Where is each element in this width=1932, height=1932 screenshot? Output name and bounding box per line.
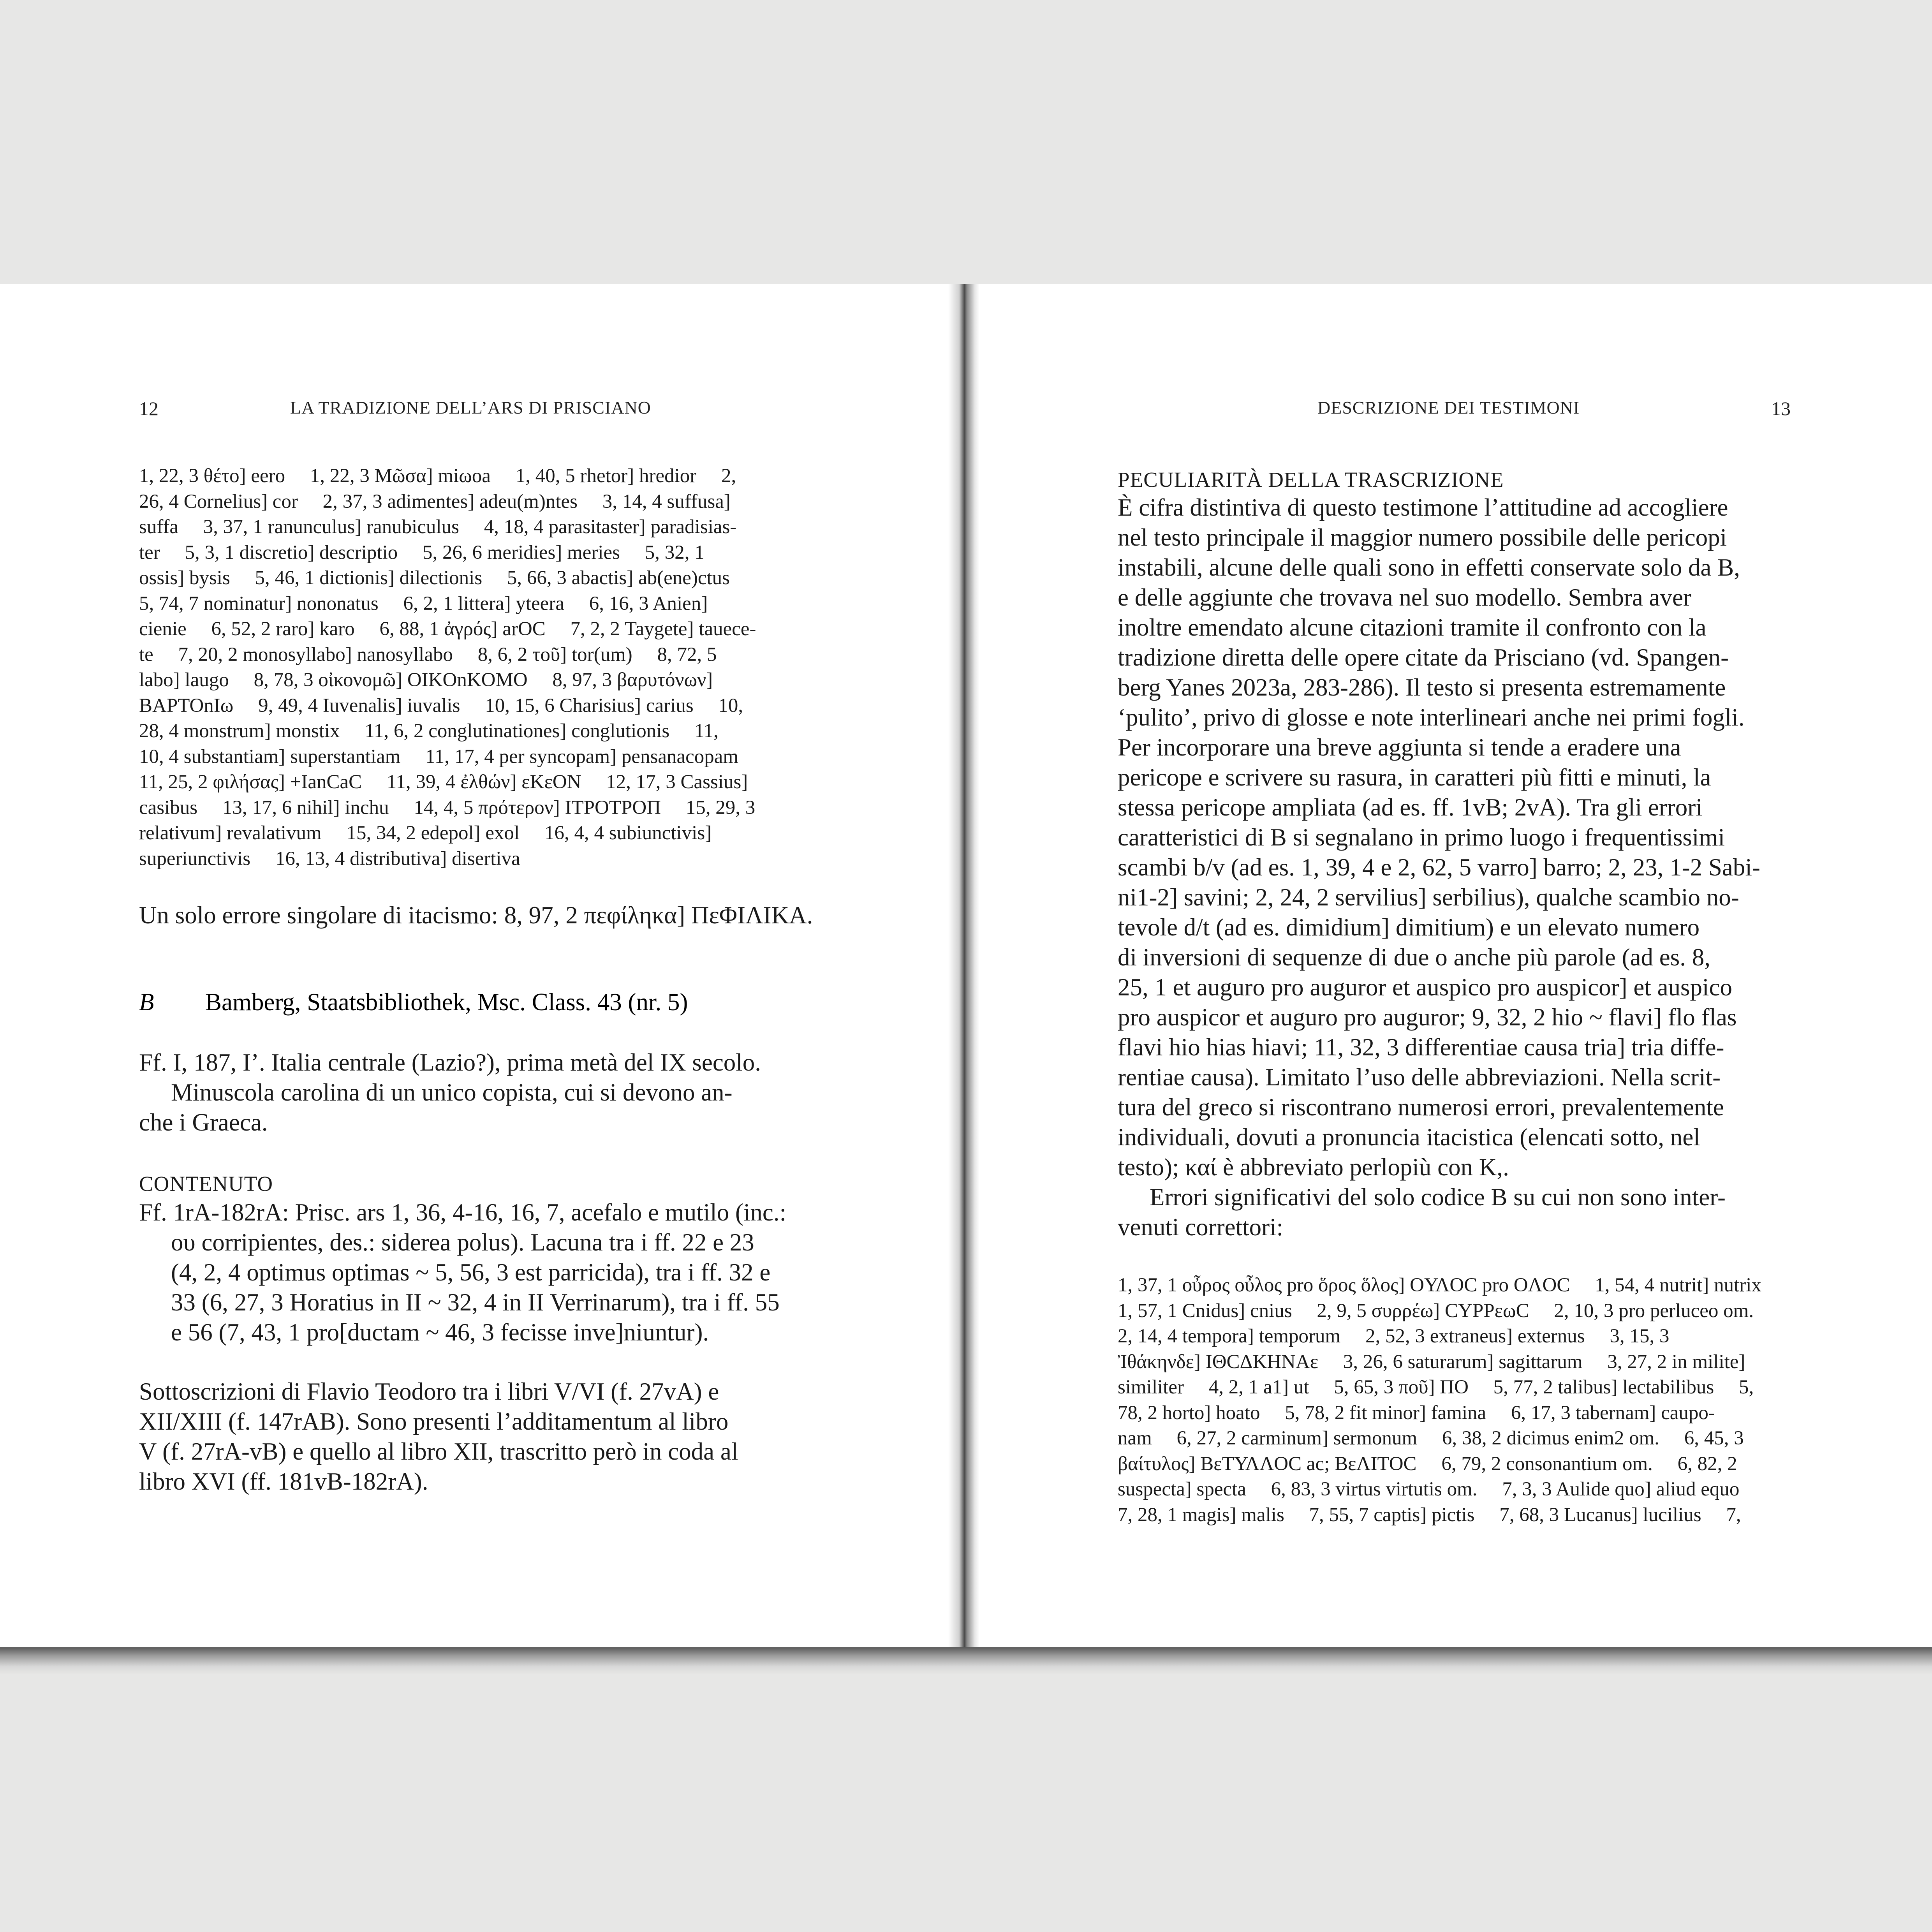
apparatus-line: te 7, 20, 2 monosyllabo] nanosyllabo 8, 6, 2 τοῦ] tor(um) 8, 72, 5 <box>139 643 717 666</box>
body-line: e delle aggiunte che trovava nel suo modello. Sembra aver <box>1118 584 1691 611</box>
apparatus-line: superiunctivis 16, 13, 4 distributiva] disertiva <box>139 847 520 870</box>
manuscript-shelfmark: Bamberg, Staatsbibliothek, Msc. Class. 43 (nr. 5) <box>205 988 688 1016</box>
body-line: instabili, alcune delle quali sono in effetti conservate solo da B, <box>1118 554 1740 581</box>
apparatus-line: 10, 4 substantiam] superstantiam 11, 17, 4 per syncopam] pensanacopam <box>139 745 739 768</box>
sottoscrizioni-line: Sottoscrizioni di Flavio Teodoro tra i libri V/VI (f. 27vA) e <box>139 1378 719 1405</box>
apparatus-line: 5, 74, 7 nominatur] nononatus 6, 2, 1 littera] yteera 6, 16, 3 Anien] <box>139 592 708 615</box>
contenuto-line: Ff. 1rA-182rA: Prisc. ars 1, 36, 4-16, 16, 7, acefalo e mutilo (inc.: <box>139 1199 787 1226</box>
left-folio: 12 <box>139 398 159 419</box>
body-line: ‘pulito’, privo di glosse e note interlineari anche nei primi fogli. <box>1118 704 1745 731</box>
contenuto-line: 33 (6, 27, 3 Horatius in II ~ 32, 4 in II Verrinarum), tra i ff. 55 <box>171 1289 780 1316</box>
apparatus-line: 11, 25, 2 φιλήσας] +IanCaC 11, 39, 4 ἐλθών] εKεON 12, 17, 3 Cassius] <box>139 771 748 793</box>
errori-line: venuti correttori: <box>1118 1213 1284 1241</box>
left-apparatus <box>139 463 815 872</box>
apparatus-line: ossis] bysis 5, 46, 1 dictionis] dilectionis 5, 66, 3 abactis] ab(ene)ctus <box>139 567 730 589</box>
apparatus-line: 7, 28, 1 magis] malis 7, 55, 7 captis] pictis 7, 68, 3 Lucanus] lucilius 7, <box>1118 1504 1741 1526</box>
body-line: tevole d/t (ad es. dimidium] dimitium) e un elevato numero <box>1118 914 1700 941</box>
apparatus-line: BAPTOnIω 9, 49, 4 Iuvenalis] iuvalis 10, 15, 6 Charisius] carius 10, <box>139 694 743 717</box>
body-line: berg Yanes 2023a, 283-286). Il testo si presenta estremamente <box>1118 674 1726 701</box>
apparatus-line: relativum] revalativum 15, 34, 2 edepol] exol 16, 4, 4 subiunctivis] <box>139 822 712 844</box>
manuscript-description <box>139 1048 815 1138</box>
apparatus-line: 2, 14, 4 tempora] temporum 2, 52, 3 extraneus] externus 3, 15, 3 <box>1118 1325 1670 1347</box>
manuscript-siglum: B <box>139 988 154 1016</box>
left-running-head: LA TRADIZIONE DELL’ARS DI PRISCIANO <box>290 398 651 417</box>
description-line: Minuscola carolina di un unico copista, cui si devono an- <box>171 1079 733 1106</box>
apparatus-line: nam 6, 27, 2 carminum] sermonum 6, 38, 2 dicimus enim2 om. 6, 45, 3 <box>1118 1427 1744 1449</box>
apparatus-line: Ἰθάκηνδε] IΘCΔKHNAε 3, 26, 6 saturarum] sagittarum 3, 27, 2 in milite] <box>1118 1351 1745 1373</box>
contenuto-line: e 56 (7, 43, 1 pro[ductam ~ 46, 3 fecisse inve]niuntur). <box>171 1319 709 1346</box>
itacism-note: Un solo errore singolare di itacismo: 8, 97, 2 πεφίληκα] ΠεΦΙΛΙΚΑ. <box>139 902 813 929</box>
apparatus-line: 1, 37, 1 οὖρος οὖλος pro ὅρος ὅλος] OΥΛOC pro OΛOC 1, 54, 4 nutrit] nutrix <box>1118 1274 1761 1296</box>
body-line: pro auspicor et auguro pro auguror; 9, 32, 2 hio ~ flavi] flo flas <box>1118 1004 1737 1031</box>
contenuto-text <box>139 1198 815 1347</box>
sottoscrizioni-line: libro XVI (ff. 181vB-182rA). <box>139 1468 428 1495</box>
body-line: stessa pericope ampliata (ad es. ff. 1vB; 2vA). Tra gli errori <box>1118 794 1703 821</box>
body-line: È cifra distintiva di questo testimone l’attitudine ad accogliere <box>1118 494 1728 521</box>
right-folio: 13 <box>1771 398 1791 419</box>
apparatus-line: 1, 57, 1 Cnidus] cnius 2, 9, 5 συρρέω] CΥPPεωC 2, 10, 3 pro perluceo om. <box>1118 1300 1754 1322</box>
book-gutter <box>948 284 979 1647</box>
apparatus-line: cienie 6, 52, 2 raro] karo 6, 88, 1 ἀγρός] arOC 7, 2, 2 Taygete] tauece- <box>139 618 756 640</box>
body-line: 25, 1 et auguro pro auguror et auspico pro auspicor] et auspico <box>1118 974 1733 1001</box>
body-line: di inversioni di sequenze di due o anche più parole (ad es. 8, <box>1118 944 1711 971</box>
body-line: testo); καί è abbreviato perlopiù con K,. <box>1118 1154 1509 1181</box>
contenuto-line: (4, 2, 4 optimus optimas ~ 5, 56, 3 est parricida), tra i ff. 32 e <box>171 1259 771 1286</box>
body-line: tradizione diretta delle opere citate da Prisciano (vd. Spangen- <box>1118 644 1729 671</box>
right-running-head: DESCRIZIONE DEI TESTIMONI <box>1317 398 1580 417</box>
body-line: flavi hio hias hiavi; 11, 32, 3 differentiae causa tria] tria diffe- <box>1118 1034 1724 1061</box>
contenuto-line: ου corripientes, des.: siderea polus). Lacuna tra i ff. 22 e 23 <box>171 1229 754 1256</box>
apparatus-line: suspecta] specta 6, 83, 3 virtus virtutis om. 7, 3, 3 Aulide quo] aliud equo <box>1118 1478 1740 1500</box>
apparatus-line: similiter 4, 2, 1 a1] ut 5, 65, 3 ποῦ] ΠO 5, 77, 2 talibus] lectabilibus 5, <box>1118 1376 1754 1398</box>
peculiarita-text <box>1118 493 1793 1182</box>
apparatus-line: 28, 4 monstrum] monstix 11, 6, 2 conglutinationes] conglutionis 11, <box>139 720 719 742</box>
body-line: inoltre emendato alcune citazioni tramite il confronto con la <box>1118 614 1707 641</box>
sottoscrizioni-text <box>139 1377 815 1497</box>
sottoscrizioni-line: XII/XIII (f. 147rAB). Sono presenti l’additamentum al libro <box>139 1408 729 1435</box>
apparatus-line: suffa 3, 37, 1 ranunculus] ranubiculus 4, 18, 4 parasitaster] paradisias- <box>139 516 737 538</box>
description-line: che i Graeca. <box>139 1109 268 1136</box>
right-apparatus <box>1118 1273 1793 1528</box>
body-line: ni1-2] savini; 2, 24, 2 servilius] serbilius), qualche scambio no- <box>1118 884 1739 911</box>
peculiarita-label: PECULIARITÀ DELLA TRASCRIZIONE <box>1118 468 1504 491</box>
apparatus-line: ter 5, 3, 1 discretio] descriptio 5, 26, 6 meridies] meries 5, 32, 1 <box>139 541 704 564</box>
body-line: individuali, dovuti a pronuncia itacistica (elencati sotto, nel <box>1118 1124 1700 1151</box>
apparatus-line: 26, 4 Cornelius] cor 2, 37, 3 adimentes] adeu(m)ntes 3, 14, 4 suffusa] <box>139 490 731 512</box>
manuscript-heading <box>139 987 688 1017</box>
spread-shadow <box>0 1647 1932 1675</box>
body-line: nel testo principale il maggior numero possibile delle pericopi <box>1118 524 1727 551</box>
body-line: Per incorporare una breve aggiunta si tende a eradere una <box>1118 734 1681 761</box>
sottoscrizioni-line: V (f. 27rA-vB) e quello al libro XII, trascritto però in coda al <box>139 1438 738 1465</box>
description-line: Ff. I, 187, I’. Italia centrale (Lazio?), prima metà del IX secolo. <box>139 1049 761 1076</box>
errori-intro <box>1118 1182 1793 1242</box>
body-line: tura del greco si riscontrano numerosi errori, prevalentemente <box>1118 1094 1724 1121</box>
body-line: scambi b/v (ad es. 1, 39, 4 e 2, 62, 5 varro] barro; 2, 23, 1-2 Sabi- <box>1118 854 1760 881</box>
apparatus-line: 78, 2 horto] hoato 5, 78, 2 fit minor] famina 6, 17, 3 tabernam] caupo- <box>1118 1402 1715 1424</box>
body-line: caratteristici di B si segnalano in primo luogo i frequentissimi <box>1118 824 1725 851</box>
body-line: rentiae causa). Limitato l’uso delle abbreviazioni. Nella scrit- <box>1118 1064 1721 1091</box>
errori-line: Errori significativi del solo codice B su cui non sono inter- <box>1150 1184 1726 1211</box>
apparatus-line: 1, 22, 3 θέτο] eero 1, 22, 3 Μῶσα] miωoa 1, 40, 5 rhetor] hredior 2, <box>139 465 736 487</box>
apparatus-line: casibus 13, 17, 6 nihil] inchu 14, 4, 5 πρότερον] ITPOTPOΠ 15, 29, 3 <box>139 796 756 819</box>
body-line: pericope e scrivere su rasura, in caratteri più fitti e minuti, la <box>1118 764 1711 791</box>
apparatus-line: βαίτυλος] BεTΥΛΛOC ac; BεΛITOC 6, 79, 2 consonantium om. 6, 82, 2 <box>1118 1453 1737 1475</box>
apparatus-line: labo] laugo 8, 78, 3 οἰκονομῶ] OIKOnKOMO 8, 97, 3 βαρυτόνων] <box>139 669 713 691</box>
contenuto-label: CONTENUTO <box>139 1172 273 1196</box>
